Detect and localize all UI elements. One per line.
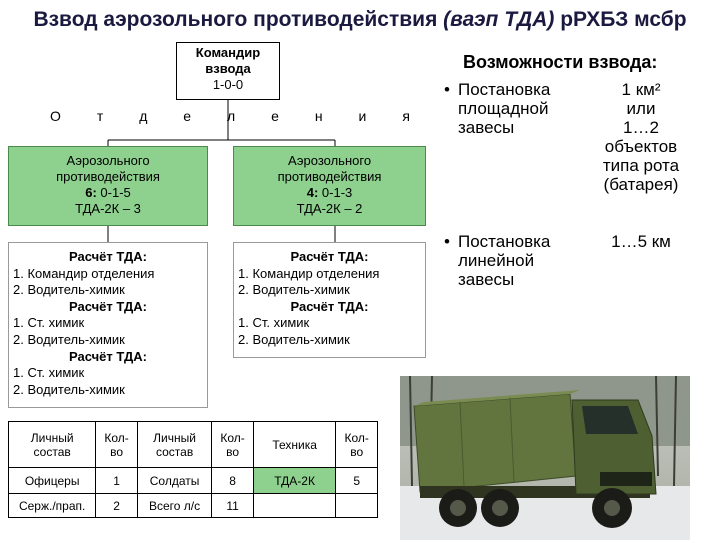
squad-box-2 <box>233 146 426 226</box>
table-cell: Серж./прап. <box>9 494 96 518</box>
crew-item: 1. Командир отделения <box>238 265 380 281</box>
cap-value-line: типа рота <box>602 156 680 175</box>
table-cell: Всего л/с <box>137 494 211 518</box>
table-cell: Солдаты <box>137 468 211 494</box>
commander-line2: взвода <box>205 61 251 76</box>
crew-header: Расчёт ТДА: <box>290 249 369 264</box>
capability-label-1 <box>458 80 588 137</box>
squad-box-1 <box>8 146 208 226</box>
table-header: Кол-во <box>336 422 378 468</box>
table-header: Техника <box>253 422 336 468</box>
crew-list-left <box>8 242 208 408</box>
table-header: Личный состав <box>137 422 211 468</box>
commander-box <box>176 42 280 100</box>
crew-list-right <box>233 242 426 358</box>
squad-number: 6: <box>85 185 97 200</box>
squad-equipment: ТДА-2К – 2 <box>296 201 363 216</box>
table-cell: 11 <box>212 494 254 518</box>
crew-item: 1. Командир отделения <box>13 265 155 281</box>
crew-header: Расчёт ТДА: <box>69 249 147 264</box>
commander-line1: Командир <box>195 45 261 60</box>
crew-item: 2. Водитель-химик <box>238 282 350 298</box>
capabilities-title: Возможности взвода: <box>463 52 658 72</box>
table-header: Кол-во <box>96 422 138 468</box>
table-row <box>9 494 378 518</box>
squad-line2: противодействия <box>56 169 160 184</box>
cap-value-line: 1 км² <box>621 80 661 99</box>
capability-label-2 <box>458 232 588 289</box>
cap-value-line: объектов <box>604 137 678 156</box>
crew-header: Расчёт ТДА: <box>290 298 369 314</box>
capability-value-1 <box>590 80 692 194</box>
squad-number: 4: <box>306 185 319 200</box>
cap-label-line: линейной <box>458 251 535 270</box>
truck-image <box>400 376 690 540</box>
table-header: Кол-во <box>212 422 254 468</box>
letter: л <box>227 108 236 124</box>
bullet-icon: • <box>444 232 450 251</box>
letter: д <box>139 108 148 124</box>
letter: О <box>50 108 61 124</box>
cap-value-line: (батарея) <box>603 175 679 194</box>
crew-item: 2. Водитель-химик <box>238 331 350 347</box>
truck-photo <box>400 376 690 540</box>
crew-item: 1. Ст. химик <box>238 315 310 331</box>
squad-line1: Аэрозольного <box>287 153 372 168</box>
table-cell: 1 <box>96 468 138 494</box>
cap-value-line: 1…2 <box>623 118 659 137</box>
squad-line1: Аэрозольного <box>66 153 150 168</box>
table-cell: ТДА-2К <box>253 468 336 494</box>
table-row <box>9 468 378 494</box>
table-cell: 2 <box>96 494 138 518</box>
letter: е <box>183 108 192 124</box>
commander-code: 1-0-0 <box>212 77 244 92</box>
crew-header: Расчёт ТДА: <box>69 348 147 364</box>
table-cell <box>336 494 378 518</box>
capability-value-2 <box>590 232 692 251</box>
cap-value-line: 1…5 км <box>611 232 671 251</box>
cap-label-line: площадной <box>458 99 549 118</box>
letter: и <box>358 108 367 124</box>
table-header-row <box>9 422 378 468</box>
staff-table <box>8 421 378 518</box>
crew-item: 1. Ст. химик <box>13 365 85 381</box>
crew-item: 2. Водитель-химик <box>13 381 125 397</box>
cap-value-line: или <box>626 99 656 118</box>
letter: т <box>96 108 104 124</box>
letter: н <box>314 108 323 124</box>
crew-item: 1. Ст. химик <box>13 315 85 331</box>
crew-header: Расчёт ТДА: <box>69 298 147 314</box>
title-tail: рРХБЗ мсбр <box>560 8 687 31</box>
table-cell <box>253 494 336 518</box>
letter: е <box>271 108 279 124</box>
squad-code: 0-1-5 <box>100 185 131 200</box>
letter: я <box>402 108 410 124</box>
bullet-icon: • <box>444 80 450 99</box>
otdeleniya-label <box>50 108 410 126</box>
table-cell: 8 <box>212 468 254 494</box>
table-cell: 5 <box>336 468 378 494</box>
squad-line2: противодействия <box>277 169 382 184</box>
title-italic: (ваэп ТДА) <box>443 8 555 31</box>
cap-label-line: Постановка <box>458 80 551 99</box>
squad-equipment: ТДА-2К – 3 <box>75 201 141 216</box>
table-cell: Офицеры <box>9 468 96 494</box>
cap-label-line: завесы <box>458 270 515 289</box>
crew-item: 2. Водитель-химик <box>13 282 125 298</box>
crew-item: 2. Водитель-химик <box>13 331 125 347</box>
title-main: Взвод аэрозольного противодействия <box>33 8 438 31</box>
cap-label-line: Постановка <box>458 232 551 251</box>
squad-code: 0-1-3 <box>321 185 353 200</box>
cap-label-line: завесы <box>458 118 515 137</box>
table-header: Личный состав <box>9 422 96 468</box>
